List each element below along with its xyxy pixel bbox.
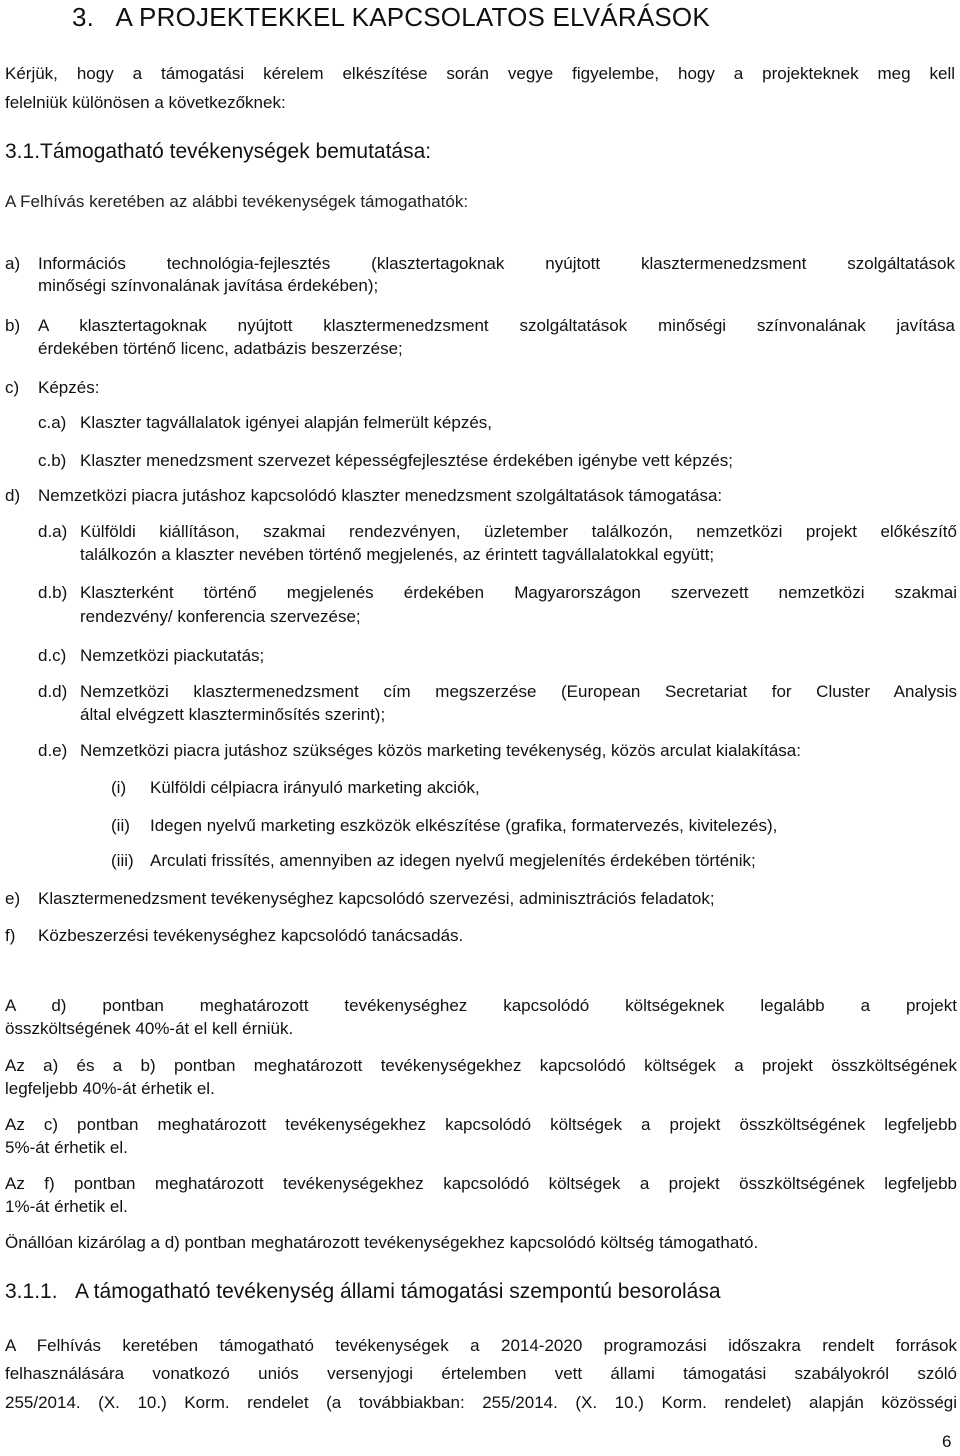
item-a-line-1: Információs technológia-fejlesztés (klasztertagoknak nyújtott klasztermenedzsment szolgáltatások — [38, 254, 955, 273]
subsubsection-number: 3.1.1. — [5, 1280, 58, 1303]
section-title: A PROJEKTEKKEL KAPCSOLATOS ELVÁRÁSOK — [115, 2, 710, 32]
rule-1-line-2: összköltségének 40%-át el kell érniük. — [5, 1019, 294, 1038]
rule-5: Önállóan kizárólag a d) pontban meghatározott tevékenységekhez kapcsolódó költség támogatható. — [5, 1233, 759, 1252]
item-marker-f: f) — [5, 926, 16, 945]
subsection-heading — [5, 140, 431, 164]
item-de-marker: d.e) — [38, 741, 68, 760]
intro-line-1: Kérjük, hogy a támogatási kérelem elkészítése során vegye figyelembe, hogy a projekteknek meg kell — [5, 64, 955, 83]
subsection-number: 3.1. — [5, 140, 41, 163]
body-line-2: felhasználására vonatkozó uniós versenyjogi értelemben vett állami támogatási szabályokról szóló — [5, 1364, 957, 1383]
item-marker-e: e) — [5, 889, 21, 908]
sub-item-marker: (ii) — [111, 816, 130, 835]
rule-3-line-2: 5%-át érhetik el. — [5, 1138, 128, 1157]
item-ca-marker: c.a) — [38, 413, 67, 432]
item-dc-text: Nemzetközi piackutatás; — [80, 646, 265, 665]
item-marker-b: b) — [5, 316, 21, 335]
subsection-lead: A Felhívás keretében az alábbi tevékenységek támogathatók: — [5, 192, 469, 211]
item-da-line-1: Külföldi kiállításon, szakmai rendezvényen, üzletember találkozón, nemzetközi projekt előkészítő — [80, 522, 957, 541]
item-c-label: Képzés: — [38, 378, 100, 397]
item-de-text: Nemzetközi piacra jutáshoz szükséges közös marketing tevékenység, közös arculat kialakítása: — [80, 741, 801, 760]
intro-line-2: felelniük különösen a következőknek: — [5, 93, 286, 112]
item-a-line-2: minőségi színvonalának javítása érdekében); — [38, 276, 379, 295]
rule-4-line-2: 1%-át érhetik el. — [5, 1197, 128, 1216]
body-line-3: 255/2014. (X. 10.) Korm. rendelet (a továbbiakban: 255/2014. (X. 10.) Korm. rendelet) alapján közösségi — [5, 1393, 957, 1412]
item-dd-marker: d.d) — [38, 682, 68, 701]
item-b-line-2: érdekében történő licenc, adatbázis beszerzése; — [38, 339, 403, 358]
rule-3-line-1: Az c) pontban meghatározott tevékenységekhez kapcsolódó költségek a projekt összköltségének legfeljebb — [5, 1115, 957, 1134]
sub-item-marker: (i) — [111, 778, 127, 797]
item-e-text: Klasztermenedzsment tevékenységhez kapcsolódó szervezési, adminisztrációs feladatok; — [38, 889, 715, 908]
subsection-title: Támogatható tevékenységek bemutatása: — [40, 140, 432, 163]
item-d-text: Nemzetközi piacra jutáshoz kapcsolódó klaszter menedzsment szolgáltatások támogatása: — [38, 486, 723, 505]
item-dd-line-2: által elvégzett klaszterminősítés szerint); — [80, 705, 386, 724]
item-b-line-1: A klasztertagoknak nyújtott klasztermenedzsment szolgáltatások minőségi színvonalának javítása — [38, 316, 955, 335]
rule-2-line-2: legfeljebb 40%-át érhetik el. — [5, 1079, 215, 1098]
sub-item-text: Arculati frissítés, amennyiben az idegen nyelvű megjelenítés érdekében történik; — [150, 851, 756, 870]
subsubsection-title: A támogatható tevékenység állami támogatási szempontú besorolása — [75, 1280, 721, 1303]
item-marker-a: a) — [5, 254, 21, 273]
sub-item-text: Idegen nyelvű marketing eszközök elkészítése (grafika, formatervezés, kivitelezés), — [150, 816, 778, 835]
item-dd-line-1: Nemzetközi klasztermenedzsment cím megszerzése (European Secretariat for Cluster Analysis — [80, 682, 957, 701]
rule-4-line-1: Az f) pontban meghatározott tevékenységekhez kapcsolódó költségek a projekt összköltségének legfeljebb — [5, 1174, 957, 1193]
item-cb-marker: c.b) — [38, 451, 67, 470]
item-cb-text: Klaszter menedzsment szervezet képességfejlesztése érdekében igénybe vett képzés; — [80, 451, 733, 470]
item-dc-marker: d.c) — [38, 646, 67, 665]
section-number: 3. — [72, 2, 95, 32]
item-db-line-2: rendezvény/ konferencia szervezése; — [80, 607, 361, 626]
item-f-text: Közbeszerzési tevékenységhez kapcsolódó tanácsadás. — [38, 926, 464, 945]
item-ca-text: Klaszter tagvállalatok igényei alapján felmerült képzés, — [80, 413, 493, 432]
sub-item-marker: (iii) — [111, 851, 134, 870]
section-heading — [72, 2, 710, 33]
item-marker-c: c) — [5, 378, 20, 397]
rule-2-line-1: Az a) és a b) pontban meghatározott tevékenységekhez kapcsolódó költségek a projekt összköltségének — [5, 1056, 957, 1075]
body-line-1: A Felhívás keretében támogatható tevékenységek a 2014-2020 programozási időszakra rendelt források — [5, 1336, 957, 1355]
page-number: 6 — [942, 1432, 952, 1451]
item-da-marker: d.a) — [38, 522, 68, 541]
item-db-marker: d.b) — [38, 583, 68, 602]
rule-1-line-1: A d) pontban meghatározott tevékenységhez kapcsolódó költségeknek legalább a projekt — [5, 996, 957, 1015]
item-marker-d: d) — [5, 486, 21, 505]
item-da-line-2: találkozón a klaszter nevében történő megjelenés, az érintett tagvállalatokkal együtt; — [80, 545, 715, 564]
item-db-line-1: Klaszterként történő megjelenés érdekében Magyarországon szervezett nemzetközi szakmai — [80, 583, 957, 602]
sub-item-text: Külföldi célpiacra irányuló marketing akciók, — [150, 778, 480, 797]
